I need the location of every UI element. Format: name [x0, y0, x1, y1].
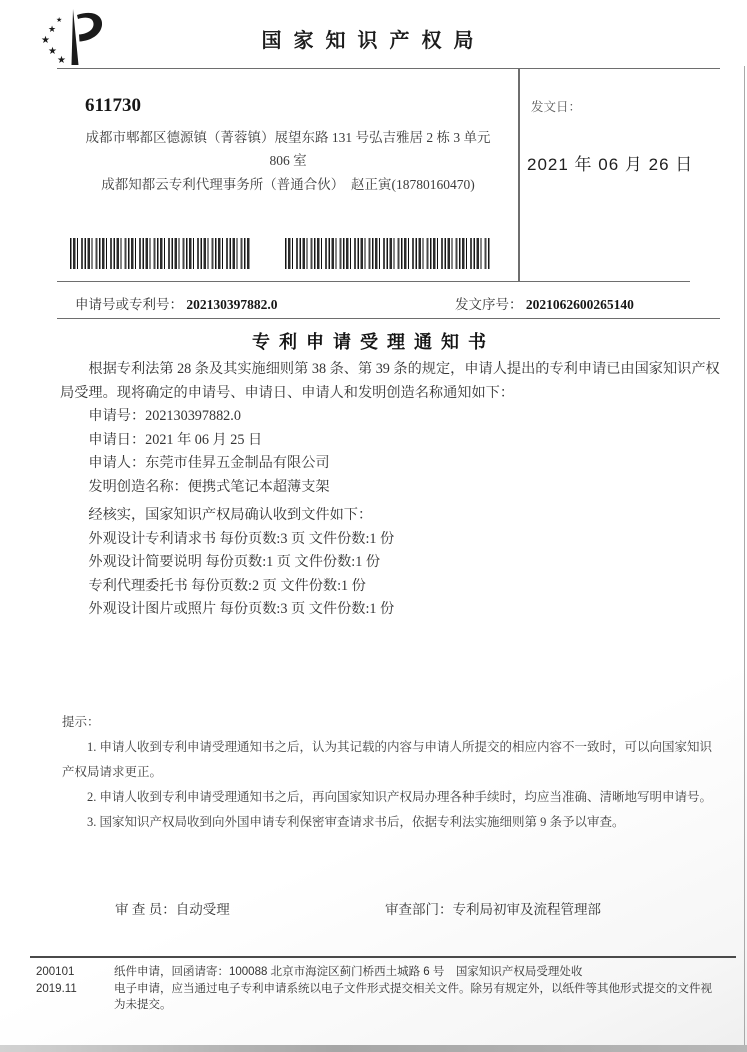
- svg-text:★: ★: [56, 16, 63, 24]
- serial-number-label: 发文序号：: [455, 297, 523, 312]
- postal-code: 611730: [85, 95, 141, 116]
- footer-form-codes: [36, 964, 86, 1014]
- agency-title: 国家知识产权局: [261, 30, 486, 52]
- notice-field-invention-title: 发明创造名称：便携式笔记本超薄支架: [88, 478, 330, 495]
- footer-form-code-date: 2019.11: [36, 982, 77, 995]
- notice-body: [60, 358, 722, 622]
- application-number-row: [75, 293, 278, 313]
- notice-field-application-date: 申请日：2021 年 06 月 25 日: [88, 431, 263, 448]
- tips-section: [62, 710, 722, 835]
- divider-under-reference: [57, 318, 720, 319]
- application-number-label: 申请号或专利号：: [75, 297, 183, 312]
- dispatch-date-value: 2021 年 06 月 26 日: [527, 155, 694, 174]
- svg-text:★: ★: [41, 35, 50, 46]
- footer-form-code: 200101: [36, 966, 75, 978]
- serial-number-value: 2021062600265140: [525, 297, 634, 312]
- divider-under-barcodes: [57, 281, 690, 282]
- received-document-row: 专利代理委托书 每份页数:2 页 文件份数:1 份: [88, 577, 366, 594]
- dispatch-date-label: 发文日：: [531, 100, 582, 114]
- footer-electronic-note: 电子申请，应当通过电子专利申请系统以电子文件形式提交相关文件。除另有规定外，以纸件等其他形式提交的文件视为未提交。: [114, 982, 712, 1011]
- received-document-row: 外观设计专利请求书 每份页数:3 页 文件份数:1 份: [88, 530, 395, 547]
- confirmation-intro: 经核实，国家知识产权局确认收到文件如下：: [88, 507, 373, 523]
- serial-number-row: [455, 293, 634, 313]
- svg-text:★: ★: [48, 25, 57, 35]
- examining-department-field: 审查部门：专利局初审及流程管理部: [385, 902, 601, 917]
- footer-notes: [114, 964, 722, 1014]
- svg-text:★: ★: [57, 55, 66, 66]
- page-right-edge: [744, 66, 746, 1046]
- barcode-left-icon: [70, 238, 250, 269]
- examiner-field: 审 查 员：自动受理: [115, 902, 230, 917]
- application-number-value: 202130397882.0: [186, 297, 278, 312]
- received-document-row: 外观设计简要说明 每份页数:1 页 文件份数:1 份: [88, 554, 381, 570]
- notice-title: 专利申请受理通知书: [252, 332, 495, 352]
- footer: [36, 964, 738, 1014]
- tips-label: 提示：: [62, 715, 100, 729]
- divider-top: [57, 68, 720, 69]
- recipient-agent-line: 成都知都云专利代理事务所（普通合伙） 赵正寅(18780160470): [101, 177, 475, 192]
- svg-text:★: ★: [48, 46, 57, 57]
- notice-field-applicant: 申请人：东莞市佳昇五金制品有限公司: [88, 455, 330, 471]
- recipient-address-line1: 成都市郫都区德源镇（菁蓉镇）展望东路 131 号弘吉雅居 2 栋 3 单元: [85, 130, 491, 145]
- notice-field-application-number: 申请号：202130397882.0: [88, 408, 241, 424]
- recipient-address-line2: 806 室: [269, 153, 307, 168]
- footer-paper-note: 纸件申请，回函请寄：100088 北京市海淀区蓟门桥西土城路 6 号 国家知识产权局受理处收: [114, 966, 583, 978]
- page-bottom-edge: [0, 1045, 747, 1052]
- notice-intro-paragraph: 根据专利法第 28 条及其实施细则第 38 条、第 39 条的规定，申请人提出的专利申请已由国家知识产权局受理。现将确定的申请号、申请日、申请人和发明创造名称通知如下：: [60, 361, 720, 401]
- received-document-row: 外观设计图片或照片 每份页数:3 页 文件份数:1 份: [88, 601, 395, 617]
- barcode-right-icon: [285, 238, 491, 269]
- tip-item-1: 1. 申请人收到专利申请受理通知书之后，认为其记载的内容与申请人所提交的相应内容不一致时，可以向国家知识产权局请求更正。: [62, 740, 713, 779]
- tip-item-2: 2. 申请人收到专利申请受理通知书之后，再向国家知识产权局办理各种手续时，均应当准确、清晰地写明申请号。: [87, 790, 713, 804]
- tip-item-3: 3. 国家知识产权局收到向外国申请专利保密审查请求书后，依据专利法实施细则第 9 条予以审查。: [87, 815, 625, 829]
- footer-divider: [30, 956, 736, 958]
